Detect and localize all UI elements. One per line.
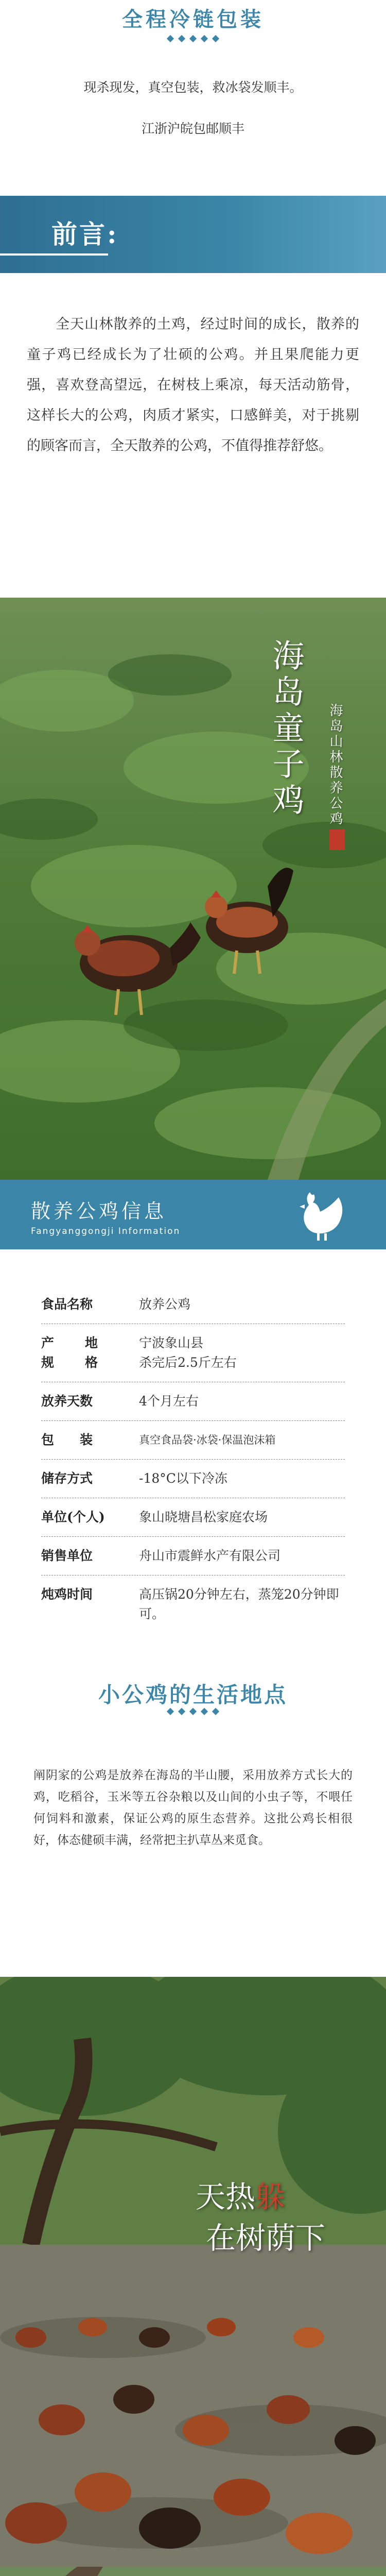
preface-body: 全天山林散养的土鸡，经过时间的成长，散养的童子鸡已经成长为了壮硕的公鸡。并且果爬能力更强，喜欢登高望远，在树枝上乘凉，每天活动筋骨，这样长大的公鸡，肉质才紧实，口感鲜美，对于挑剔的顾客而言，全天散养的公鸡，不值得推荐舒悠。 [27, 316, 359, 454]
spec-row [41, 1421, 345, 1460]
tree-shade-photo [0, 1977, 386, 2567]
spec-value: 宁波象山县 杀完后2.5斤左右 [139, 1335, 237, 1370]
spec-value: -18°C以下冷冻 [139, 1471, 227, 1486]
spec-key: 包 装 [41, 1432, 93, 1447]
hero-title: 海岛童子鸡 [267, 639, 305, 819]
hero-subtitle: 海岛山林散养公鸡 [327, 703, 343, 827]
flock-under-tree-image [0, 1977, 386, 2567]
cold-chain-line-2: 江浙沪皖包邮顺丰 [141, 121, 244, 136]
seal-stamp [329, 829, 345, 850]
cold-chain-title: 全程冷链包装 [122, 7, 264, 31]
caption-hot-text: 天热 [196, 2179, 256, 2214]
rooster-icon [293, 1187, 350, 1244]
preface-banner [0, 196, 386, 273]
info-subtitle: Fangyanggongji Information [31, 1226, 181, 1236]
decor-diamonds [0, 36, 386, 41]
fighting-photo [0, 2567, 386, 2576]
caption-shade: 在树荫下 [206, 2221, 326, 2256]
spec-value: 高压锅20分钟左右，蒸笼20分钟即可。 [139, 1587, 339, 1621]
info-title: 散养公鸡信息 [31, 1200, 167, 1223]
decor-diamonds [0, 1709, 386, 1714]
living-body: 阐阴家的公鸡是放养在海岛的半山腰，采用放养方式长大的鸡，吃稻谷，玉米等五谷杂粮以及山间的小虫子等，不喂任何饲料和激素，保证公鸡的原生态营养。这批公鸡长相很好，体态健硕丰满，经常把主扒草丛来觅食。 [33, 1769, 353, 1847]
preface-title: 前言: [51, 219, 119, 249]
spec-key: 储存方式 [41, 1471, 93, 1486]
spec-value: 真空食品袋·冰袋·保温泡沫箱 [139, 1434, 276, 1446]
spec-row [41, 1575, 345, 1633]
spec-key: 单位(个人) [41, 1510, 105, 1524]
spec-key: 产地规格 [41, 1335, 129, 1370]
banner-rule [0, 253, 108, 256]
spec-value: 象山晓塘昌松家庭农场 [139, 1510, 268, 1524]
spec-key: 销售单位 [41, 1548, 93, 1563]
spec-row [41, 1460, 345, 1498]
spec-value: 4个月左右 [139, 1394, 199, 1409]
cold-chain-line-1: 现杀现发，真空包装，救冰袋发顺丰。 [83, 80, 303, 95]
spec-key: 炖鸡时间 [41, 1587, 93, 1602]
spec-row [41, 1285, 345, 1324]
spec-row [41, 1324, 345, 1382]
spec-value: 放养公鸡 [139, 1297, 191, 1312]
living-section [0, 1678, 386, 1977]
spec-row [41, 1537, 345, 1575]
caption-hot [196, 2173, 285, 2216]
spec-table [0, 1249, 386, 1678]
caption-hot-highlight: 躲 [255, 2179, 286, 2214]
info-banner [0, 1180, 386, 1249]
spec-row [41, 1382, 345, 1421]
hero-photo [0, 598, 386, 1180]
spec-key: 放养天数 [41, 1394, 93, 1409]
preface-section [0, 196, 386, 598]
roosters-fighting-image [0, 2567, 386, 2576]
cold-chain-section [0, 0, 386, 196]
spec-value: 舟山市震鲜水产有限公司 [139, 1548, 281, 1563]
grass-rooster-image [0, 598, 386, 1180]
spec-row [41, 1498, 345, 1537]
living-title: 小公鸡的生活地点 [98, 1682, 288, 1707]
spec-key: 食品名称 [41, 1297, 93, 1312]
